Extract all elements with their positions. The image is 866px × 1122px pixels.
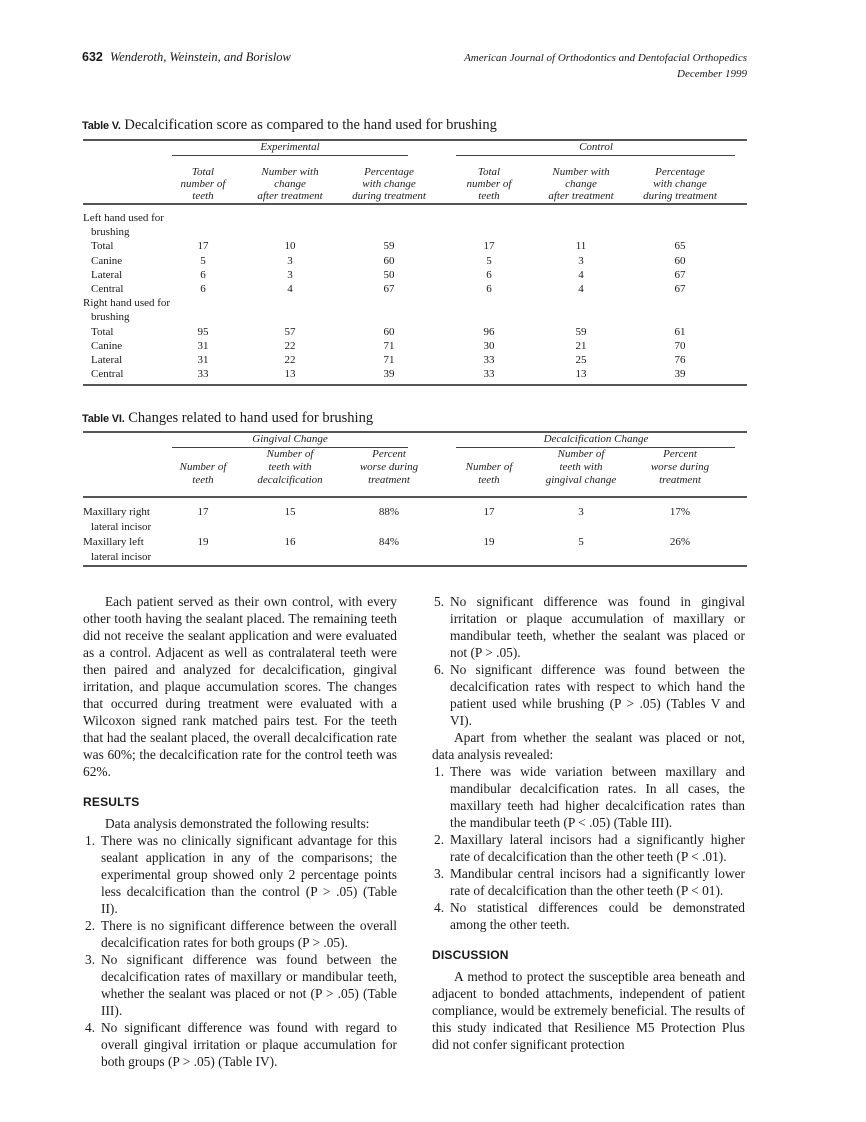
table-cell: 39 — [674, 368, 686, 381]
table-cell: 5 — [200, 254, 206, 267]
table-cell: 33 — [197, 368, 209, 381]
list-text: There is no significant difference between the overall decalcification rates for both groups (P > .05). — [101, 918, 397, 950]
table-cell: 22 — [284, 339, 296, 352]
table-cell: 60 — [383, 325, 395, 338]
table-cell: 16 — [284, 536, 296, 548]
row-label-cont: lateral incisor — [91, 551, 152, 563]
table6-caption — [82, 410, 373, 427]
table5-column-header — [334, 166, 444, 202]
column-header-line: Total — [191, 166, 215, 178]
table5-section-heading: brushing — [91, 226, 130, 239]
table-cell: 39 — [383, 368, 395, 381]
table-cell: 70 — [674, 339, 686, 352]
numbered-list-item — [83, 832, 397, 917]
numbered-list-item — [83, 1019, 397, 1070]
column-header-line: during treatment — [352, 190, 426, 202]
row-label: Central — [91, 283, 124, 295]
table5-section-heading: brushing — [91, 311, 130, 324]
table6-column-header — [526, 448, 636, 487]
results-lead: Data analysis demonstrated the following results: — [105, 816, 370, 831]
column-header-line: with change — [362, 178, 416, 190]
numbered-list-item — [432, 661, 745, 729]
column-header-line: worse during — [650, 461, 710, 473]
table-cell: 31 — [197, 354, 209, 366]
row-label: Lateral — [91, 268, 123, 281]
table-cell: 33 — [483, 368, 495, 381]
table-cell: 3 — [287, 254, 293, 267]
table-cell: 6 — [486, 283, 492, 295]
results-heading: RESULTS — [83, 795, 140, 809]
list-text: Mandibular central incisors had a significantly lower rate of decalcification than the other teeth (P < 01). — [450, 866, 745, 898]
table5-section-heading: Left hand used for — [83, 212, 164, 224]
column-header-line: Number of — [179, 461, 227, 473]
column-header-line: after treatment — [548, 190, 614, 202]
table-cell: 6 — [486, 268, 492, 281]
row-label: Total — [91, 325, 114, 338]
table-cell: 59 — [575, 325, 587, 338]
column-header-line: teeth — [478, 474, 500, 486]
table-cell: 71 — [383, 339, 395, 352]
table-cell: 17 — [483, 506, 495, 518]
table-cell: 21 — [575, 339, 587, 352]
table-cell: 22 — [284, 354, 296, 366]
list-number: 2. — [434, 832, 445, 847]
column-header-line: change — [274, 178, 306, 190]
table-cell: 67 — [383, 283, 395, 295]
discussion-heading: DISCUSSION — [432, 948, 509, 962]
row-label: Central — [91, 368, 124, 381]
list-text: No significant difference was found between the decalcification rates with respect to which hand the patient used while brushing (P > .05) (Tables V and VI). — [450, 662, 745, 728]
page-number: 632 — [82, 50, 103, 64]
row-label-cont: lateral incisor — [91, 521, 152, 533]
discussion-paragraph: A method to protect the susceptible area beneath and adjacent to bonded attachments, independent of patient compliance, would be extremely beneficial. The results of this study indicated that Resilience M5 Protection Plus did not confer significant protection — [432, 969, 745, 1052]
list-number: 2. — [85, 918, 96, 933]
table-cell: 10 — [284, 240, 296, 253]
table5-section-heading: Right hand used for — [83, 297, 171, 310]
table5-bottom-rule — [83, 384, 747, 386]
table-cell: 4 — [287, 283, 293, 295]
row-label: Total — [91, 240, 114, 253]
table-cell: 6 — [200, 268, 206, 281]
list-text: No significant difference was found with regard to overall gingival irritation or plaque accumulation for both groups (P > .05) (Table IV). — [101, 1020, 397, 1069]
table-cell: 11 — [575, 240, 587, 253]
column-header-line: treatment — [368, 474, 410, 486]
table-cell: 67 — [674, 268, 686, 281]
row-label: Maxillary right — [83, 506, 150, 518]
column-header-line: Percentage — [364, 166, 414, 178]
table6-group-gingival: Gingival Change — [252, 433, 328, 445]
table-cell: 5 — [578, 536, 584, 548]
row-label: Canine — [91, 254, 123, 267]
numbered-list-item — [432, 831, 745, 865]
column-header-line: Number of — [266, 448, 314, 460]
column-header-line: Percent — [663, 448, 697, 460]
table-cell: 17 — [483, 240, 495, 253]
table-cell: 31 — [197, 339, 209, 352]
apart-lead: Apart from whether the sealant was placed or not, data analysis revealed: — [432, 730, 745, 762]
table-cell: 33 — [483, 354, 495, 366]
numbered-list-item — [83, 917, 397, 951]
numbered-list-item — [432, 865, 745, 899]
table6-title: Changes related to hand used for brushing — [128, 410, 374, 426]
list-number: 5. — [434, 594, 445, 609]
table5-experimental-rule — [172, 155, 408, 156]
list-number: 1. — [85, 833, 96, 848]
numbered-list-item — [432, 593, 745, 661]
table-cell: 15 — [284, 506, 296, 518]
table5-group-control: Control — [579, 141, 613, 153]
table-cell: 17 — [197, 240, 209, 253]
table-cell: 13 — [575, 368, 587, 381]
table6-bottom-rule — [83, 565, 747, 567]
list-number: 4. — [85, 1020, 96, 1035]
running-header-left — [82, 50, 291, 65]
table6-column-header — [625, 448, 735, 487]
numbered-list-item — [432, 763, 745, 831]
table-cell: 84% — [378, 536, 400, 548]
table-cell: 26% — [669, 536, 691, 548]
table-cell: 76 — [674, 354, 686, 366]
table-cell: 60 — [674, 254, 686, 267]
table-cell: 3 — [578, 506, 584, 518]
column-header-line: Number of — [465, 461, 513, 473]
table-cell: 5 — [486, 254, 492, 267]
table5-column-header — [625, 166, 735, 202]
list-text: There was wide variation between maxillary and mandibular decalcification rates. In all cases, the maxillary teeth had higher decalcification rates than the mandibular teeth (P < .05) (Table III). — [450, 764, 745, 830]
column-header-line: number of — [466, 178, 512, 190]
table-cell: 57 — [284, 325, 296, 338]
column-header-line: gingival change — [545, 474, 617, 486]
table6-label: Table VI. — [82, 413, 125, 425]
column-header-line: Percentage — [655, 166, 705, 178]
column-header-line: Number with — [261, 166, 319, 178]
column-header-line: teeth with — [559, 461, 603, 473]
table-cell: 59 — [383, 240, 395, 253]
column-header-line: number of — [180, 178, 226, 190]
column-header-line: after treatment — [257, 190, 323, 202]
table5-caption — [82, 117, 497, 134]
table-cell: 60 — [383, 254, 395, 267]
table-cell: 19 — [483, 536, 495, 548]
row-label: Lateral — [91, 354, 123, 366]
list-text: No significant difference was found between the decalcification rates of maxillary or mandibular teeth, whether the sealant was placed or not (P > .05) (Table III). — [101, 952, 397, 1018]
column-header-line: change — [565, 178, 597, 190]
table-cell: 6 — [200, 283, 206, 295]
table-cell: 3 — [578, 254, 584, 267]
column-header-line: treatment — [659, 474, 701, 486]
table-cell: 30 — [483, 339, 495, 352]
table-cell: 61 — [674, 325, 686, 338]
column-header-line: Total — [477, 166, 501, 178]
journal-title: American Journal of Orthodontics and Dentofacial Orthopedics — [464, 52, 747, 64]
table-cell: 67 — [674, 283, 686, 295]
list-number: 3. — [434, 866, 445, 881]
table5-label: Table V. — [82, 120, 121, 132]
row-label: Canine — [91, 339, 123, 352]
methods-paragraph: Each patient served as their own control, with every other tooth having the sealant placed. The remaining teeth did not receive the sealant application and were evaluated as a control. Adjacent as well as contralateral teeth were then paired and analyzed for decalcification, gingival irritation, and plaque accumulation scores. The changes that occurred during treatment were evaluated with a Wilcoxon signed rank matched pairs test. For the teeth that had the sealant placed, the overall decalcification rate was 60%; the decalcification rate for the control teeth was 62%. — [83, 594, 397, 779]
table-cell: 95 — [197, 325, 209, 338]
table-cell: 3 — [287, 268, 293, 281]
table-cell: 96 — [483, 325, 495, 338]
column-header-line: Number with — [552, 166, 610, 178]
list-number: 3. — [85, 952, 96, 967]
table-cell: 4 — [578, 283, 584, 295]
table-cell: 17% — [669, 506, 691, 518]
list-number: 6. — [434, 662, 445, 677]
list-number: 4. — [434, 900, 445, 915]
table6-group-decalcification: Decalcification Change — [543, 433, 649, 445]
table5-control-rule — [456, 155, 735, 156]
table6-column-header — [334, 448, 444, 487]
column-header-line: teeth — [478, 190, 500, 202]
table6-header-rule — [83, 496, 747, 498]
table-cell: 71 — [383, 354, 395, 366]
table5-group-experimental: Experimental — [260, 141, 320, 153]
table-cell: 19 — [197, 536, 209, 548]
column-header-line: teeth — [192, 190, 214, 202]
table6-column-header — [235, 448, 345, 487]
running-header-right — [464, 50, 747, 82]
table5-column-header — [235, 166, 345, 202]
table5-title: Decalcification score as compared to the hand used for brushing — [124, 117, 497, 133]
table-cell: 65 — [674, 240, 686, 253]
table-cell: 13 — [284, 368, 296, 381]
text-column-right — [432, 593, 745, 1053]
list-text: No significant difference was found in gingival irritation or plaque accumulation of maxillary or mandibular teeth, whether the sealant was placed or not (P > .05). — [450, 594, 745, 660]
column-header-line: worse during — [359, 461, 419, 473]
column-header-line: teeth — [192, 474, 214, 486]
table-cell: 50 — [383, 268, 395, 281]
numbered-list-item — [83, 951, 397, 1019]
table-cell: 4 — [578, 268, 584, 281]
table5-header-rule — [83, 203, 747, 205]
column-header-line: decalcification — [257, 474, 323, 486]
authors: Wenderoth, Weinstein, and Borislow — [109, 50, 291, 64]
column-header-line: with change — [653, 178, 707, 190]
column-header-line: Percent — [372, 448, 406, 460]
table-cell: 88% — [378, 506, 400, 518]
table5-column-header — [526, 166, 636, 202]
text-column-left — [83, 593, 397, 1070]
numbered-list-item — [432, 899, 745, 933]
list-text: No statistical differences could be demonstrated among the other teeth. — [450, 900, 745, 932]
table-cell: 25 — [575, 354, 587, 366]
row-label: Maxillary left — [83, 536, 144, 548]
column-header-line: Number of — [557, 448, 605, 460]
column-header-line: during treatment — [643, 190, 717, 202]
list-text: There was no clinically significant advantage for this sealant application in any of the comparisons; the experimental group showed only 2 percentage points less decalcification than the control (P > .05) (Table II). — [101, 833, 397, 916]
column-header-line: teeth with — [268, 461, 312, 473]
list-text: Maxillary lateral incisors had a significantly higher rate of decalcification than the other teeth (P < .01). — [450, 832, 745, 864]
issue-date: December 1999 — [677, 68, 747, 80]
list-number: 1. — [434, 764, 445, 779]
table-cell: 17 — [197, 506, 209, 518]
